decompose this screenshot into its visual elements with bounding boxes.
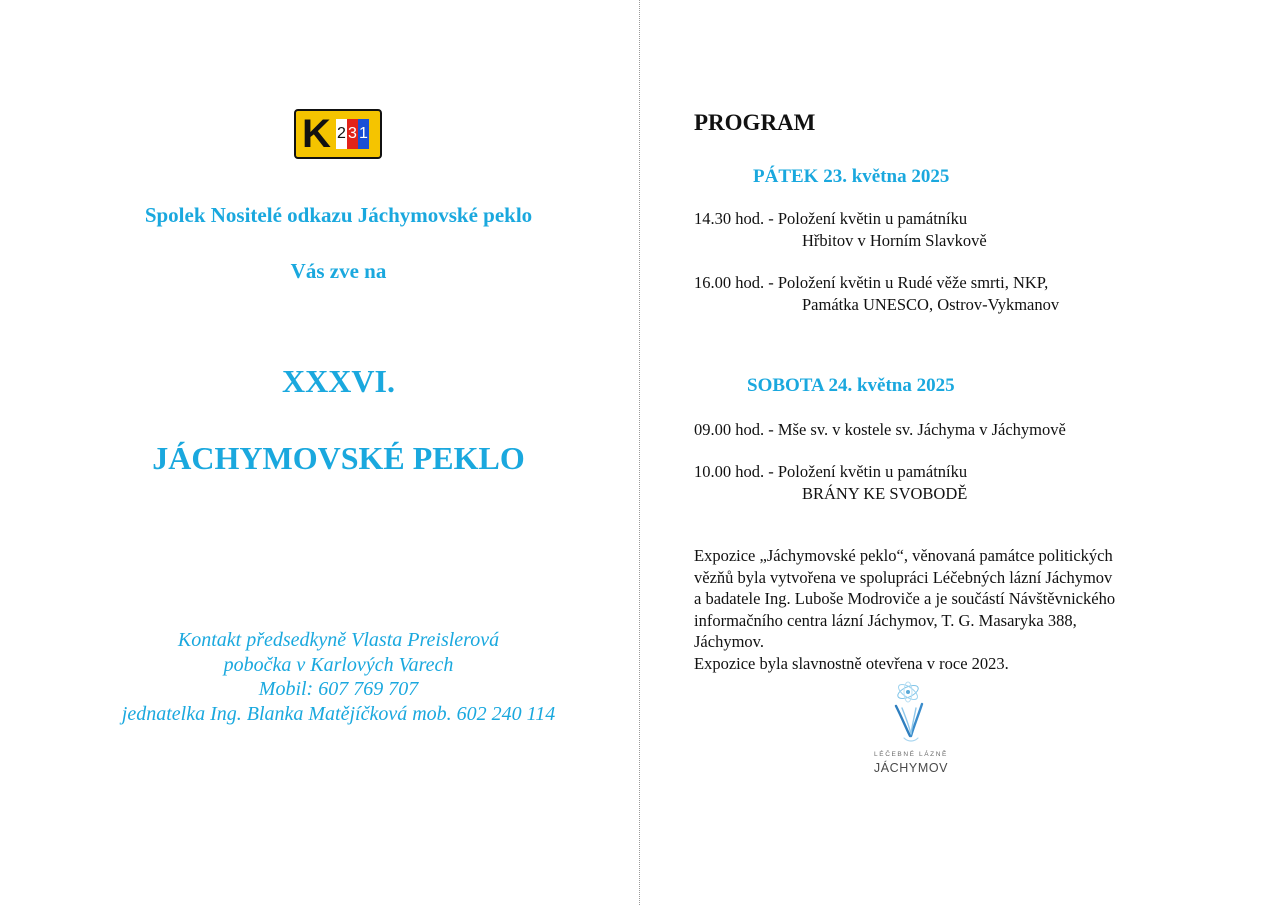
lazne-emblem-icon bbox=[856, 678, 966, 750]
invite-text: Vás zve na bbox=[290, 259, 387, 283]
exposition-line: Jáchymov. bbox=[694, 632, 764, 651]
program-item-location: BRÁNY KE SVOBODĚ bbox=[802, 484, 968, 503]
exposition-line: Expozice byla slavnostně otevřena v roce 2023. bbox=[694, 653, 1009, 673]
program-item bbox=[694, 419, 1066, 441]
program-item-location: Hřbitov v Horním Slavkově bbox=[802, 231, 987, 250]
k231-logo-digit: 1 bbox=[358, 119, 369, 149]
program-item-text: 14.30 hod. - Položení květin u památníku bbox=[694, 209, 968, 228]
exposition-line: Expozice „Jáchymovské peklo“, věnovaná památce politických bbox=[694, 546, 1113, 565]
program-item-location: Památka UNESCO, Ostrov-Vykmanov bbox=[802, 295, 1060, 314]
program-item-text: 09.00 hod. - Mše sv. v kostele sv. Jáchyma v Jáchymově bbox=[694, 420, 1066, 439]
contact-line: pobočka v Karlových Varech bbox=[223, 653, 454, 676]
k231-logo-letter: K bbox=[302, 112, 331, 156]
lecebne-lazne-logo bbox=[856, 678, 966, 778]
program-item bbox=[694, 461, 967, 505]
day-heading-saturday: SOBOTA 24. května 2025 bbox=[747, 375, 955, 396]
program-heading: PROGRAM bbox=[694, 110, 816, 135]
event-edition: XXXVI. bbox=[282, 363, 395, 399]
contact-line: Kontakt předsedkyně Vlasta Preislerová bbox=[177, 629, 500, 651]
exposition-paragraph bbox=[694, 545, 1174, 674]
lazne-logo-subtitle: LÉČEBNÉ LÁZNĚ bbox=[874, 751, 948, 758]
contact-line: jednatelka Ing. Blanka Matějíčková mob. 602 240 114 bbox=[121, 702, 556, 725]
program-item-text: 16.00 hod. - Položení květin u Rudé věže smrti, NKP, bbox=[694, 273, 1049, 292]
contact-block bbox=[0, 628, 677, 726]
k231-logo-digit: 3 bbox=[347, 119, 358, 149]
program-right-page bbox=[694, 0, 1254, 905]
event-title: JÁCHYMOVSKÉ PEKLO bbox=[152, 440, 525, 476]
exposition-line: vězňů byla vytvořena ve spolupráci Léčebných lázní Jáchymov bbox=[694, 567, 1113, 587]
exposition-line: a badatele Ing. Luboše Modroviče a je součástí Návštěvnického bbox=[694, 589, 1116, 608]
k231-logo-digit: 2 bbox=[336, 119, 347, 149]
program-item bbox=[694, 208, 987, 252]
lazne-logo-title: JÁCHYMOV bbox=[873, 761, 949, 775]
program-item bbox=[694, 272, 1059, 316]
program-item-text: 10.00 hod. - Položení květin u památníku bbox=[694, 462, 968, 481]
day-heading-friday: PÁTEK 23. května 2025 bbox=[753, 166, 950, 187]
contact-line: Mobil: 607 769 707 bbox=[258, 678, 419, 700]
exposition-line: informačního centra lázní Jáchymov, T. G. Masaryka 388, bbox=[694, 610, 1077, 630]
k231-logo bbox=[294, 109, 382, 159]
k231-logo-digits bbox=[336, 119, 369, 149]
organization-name: Spolek Nositelé odkazu Jáchymovské peklo bbox=[144, 203, 533, 227]
